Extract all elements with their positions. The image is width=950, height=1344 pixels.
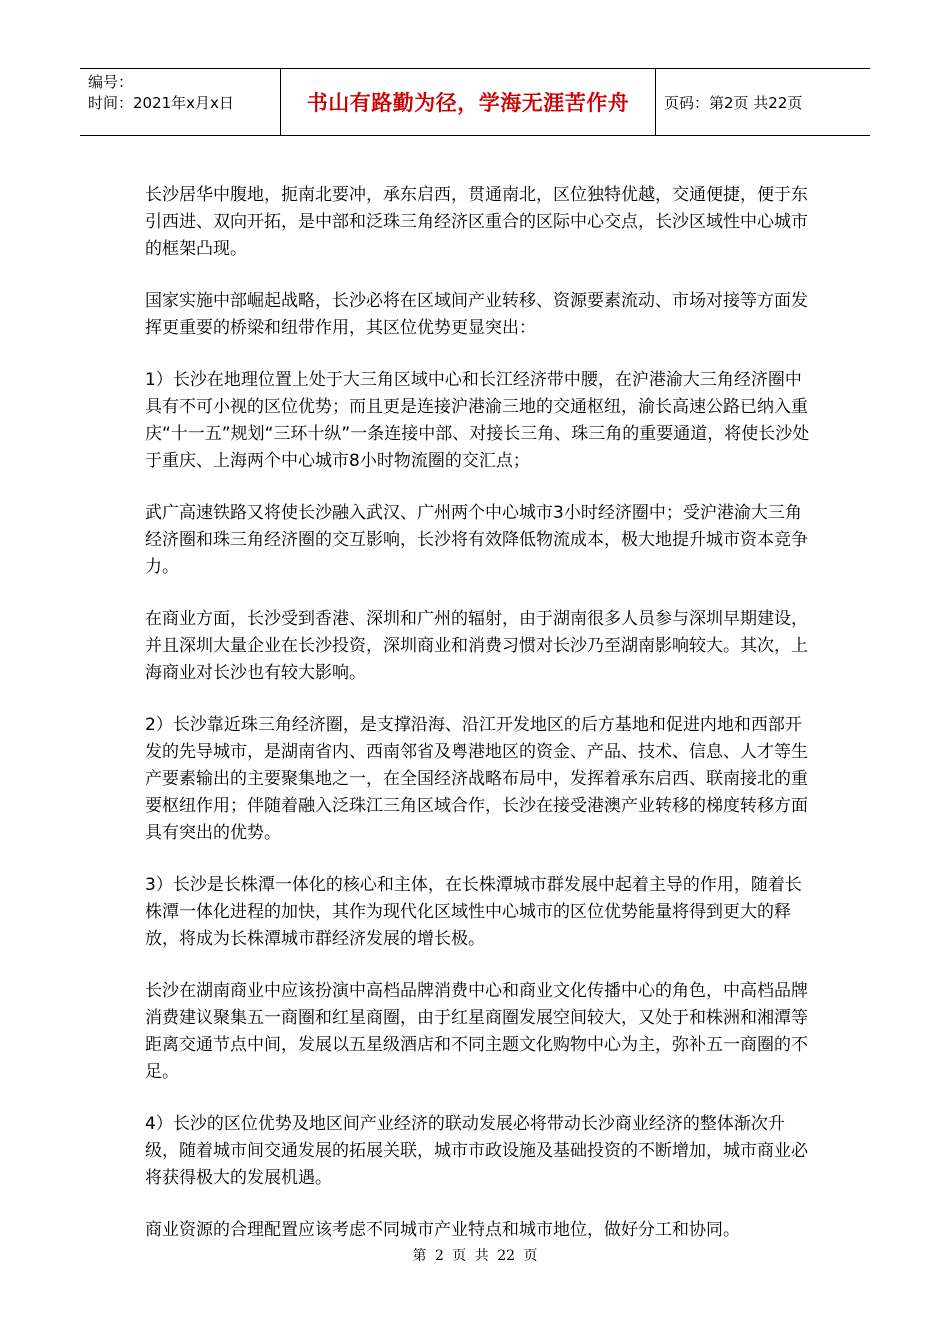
page-footer: 第 2 页 共 22 页: [412, 1248, 538, 1264]
paragraph: 3）长沙是长株潭一体化的核心和主体，在长株潭城市群发展中起着主导的作用，随着长株潭一体化进程的加快，其作为现代化区域性中心城市的区位优势能量将得到更大的释放，将成为长株潭城市群经济发展的增长极。: [145, 875, 802, 949]
document-body: [145, 182, 810, 1269]
paragraph: 长沙在湖南商业中应该扮演中高档品牌消费中心和商业文化传播中心的角色，中高档品牌消费建议聚集五一商圈和红星商圈，由于红星商圈发展空间较大，又处于和株洲和湘潭等距离交通节点中间，发展以五星级酒店和不同主题文化购物中心为主，弥补五一商圈的不足。: [145, 981, 808, 1082]
paragraph: 在商业方面，长沙受到香港、深圳和广州的辐射，由于湖南很多人员参与深圳早期建设，并且深圳大量企业在长沙投资，深圳商业和消费习惯对长沙乃至湖南影响较大。其次，上海商业对长沙也有较大影响。: [145, 609, 808, 683]
header-page-number: 页码：第2页 共22页: [664, 93, 803, 112]
paragraph: 2）长沙靠近珠三角经济圈，是支撑沿海、沿江开发地区的后方基地和促进内地和西部开发的先导城市，是湖南省内、西南邻省及粤港地区的资金、产品、技术、信息、人才等生产要素输出的主要聚集地之一，在全国经济战略布局中，发挥着承东启西、联南接北的重要枢纽作用；伴随着融入泛珠江三角区域合作，长沙在接受港澳产业转移的梯度转移方面具有突出的优势。: [145, 715, 808, 843]
paragraph: 国家实施中部崛起战略，长沙必将在区域间产业转移、资源要素流动、市场对接等方面发挥更重要的桥梁和纽带作用，其区位优势更显突出：: [145, 291, 808, 338]
document-number-label: 编号：: [88, 73, 134, 91]
paragraph: 长沙居华中腹地，扼南北要冲，承东启西，贯通南北，区位独特优越，交通便捷，便于东引西进、双向开拓，是中部和泛珠三角经济区重合的区际中心交点，长沙区域性中心城市的框架凸现。: [145, 185, 808, 259]
page-header: [80, 68, 870, 136]
paragraph: 1）长沙在地理位置上处于大三角区域中心和长江经济带中腰，在沪港渝大三角经济圈中具有不可小视的区位优势；而且更是连接沪港渝三地的交通枢纽，渝长高速公路已纳入重庆“十一五”规划“三环十纵”一条连接中部、对接长三角、珠三角的重要通道，将使长沙处于重庆、上海两个中心城市8小时物流圈的交汇点；: [145, 370, 810, 471]
paragraph: 商业资源的合理配置应该考虑不同城市产业特点和城市地位，做好分工和协同。: [145, 1220, 740, 1240]
paragraph: 4）长沙的区位优势及地区间产业经济的联动发展必将带动长沙商业经济的整体渐次升级，随着城市间交通发展的拓展关联，城市市政设施及基础投资的不断增加，城市商业必将获得极大的发展机遇。: [145, 1114, 808, 1188]
header-meta: [80, 69, 281, 135]
header-motto: 书山有路勤为径，学海无涯苦作舟: [281, 69, 656, 135]
paragraph: 武广高速铁路又将使长沙融入武汉、广州两个中心城市3小时经济圈中；受沪港渝大三角经济圈和珠三角经济圈的交互影响，长沙将有效降低物流成本，极大地提升城市资本竞争力。: [145, 503, 808, 577]
document-time-label: 时间：2021年x月x日: [88, 94, 234, 112]
